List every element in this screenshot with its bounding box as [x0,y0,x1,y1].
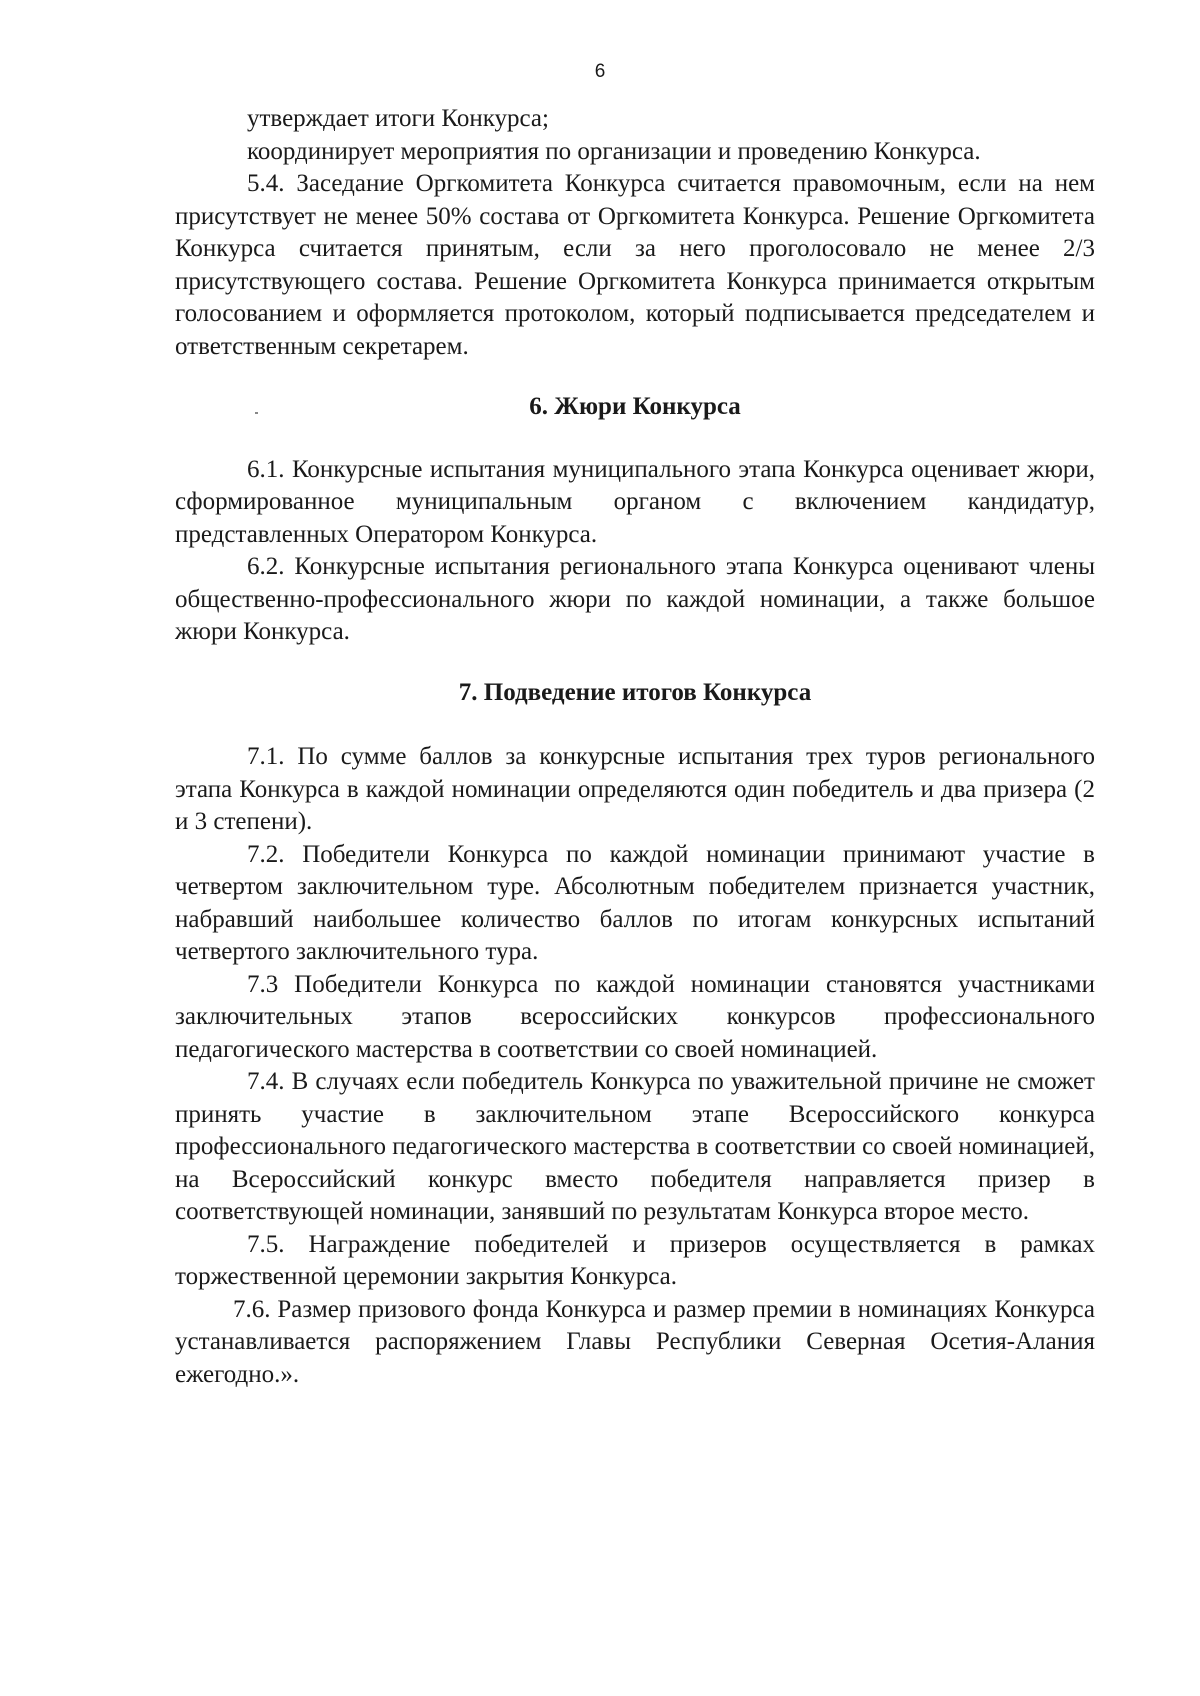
paragraph-coordinates-events: координирует мероприятия по организации и проведению Конкурса. [247,137,981,165]
paragraph-7-5: 7.5. Награждение победителей и призеров осуществляется в рамках торжественной церемонии закрытия Конкурса. [175,1230,1095,1290]
section-heading-7: 7. Подведение итогов Конкурса [458,678,812,706]
paragraph-6-1: 6.1. Конкурсные испытания муниципального этапа Конкурса оценивает жюри, сформированное муниципальным органом с включением кандидатур, представленных Оператором Конкурса. [175,455,1095,548]
paragraph-6-2: 6.2. Конкурсные испытания регионального этапа Конкурса оценивают члены общественно-профессионального жюри по каждой номинации, а также большое жюри Конкурса. [175,553,1095,645]
paragraph-7-4: 7.4. В случаях если победитель Конкурса по уважительной причине не сможет принять участие в заключительном этапе Всероссийского конкурса профессионального педагогического мастерства в соответствии со своей номинацией, на Всероссийский конкурс вместо победителя направляется призер в соответствующей номинации, занявший по результатам Конкурса второе место. [175,1068,1095,1225]
page-number: 6 [594,61,606,82]
paragraph-7-1: 7.1. По сумме баллов за конкурсные испытания трех туров регионального этапа Конкурса в каждой номинации определяются один победитель и два призера (2 и 3 степени). [175,743,1095,835]
document-body [175,103,1095,1391]
paragraph-approves-results: утверждает итоги Конкурса; [247,105,549,132]
section-heading-6: 6. Жюри Конкурса [529,393,741,420]
paragraph-5-4: 5.4. Заседание Оргкомитета Конкурса считается правомочным, если на нем присутствует не менее 50% состава от Оргкомитета Конкурса. Решение Оргкомитета Конкурса считается принятым, если за него проголосовало не менее 2/3 присутствующего состава. Решение Оргкомитета Конкурса принимается открытым голосованием и оформляется протоколом, который подписывается председателем и ответственным секретарем. [175,170,1095,360]
paragraph-7-6: 7.6. Размер призового фонда Конкурса и размер премии в номинациях Конкурса устанавливается распоряжением Главы Республики Северная Осетия-Алания ежегодно.». [175,1295,1095,1388]
paragraph-7-2: 7.2. Победители Конкурса по каждой номинации принимают участие в четвертом заключительном туре. Абсолютным победителем признается участник, набравший наибольшее количество баллов по итогам конкурсных испытаний четвертого заключительного тура. [175,840,1095,965]
paragraph-7-3: 7.3 Победители Конкурса по каждой номинации становятся участниками заключительных этапов всероссийских конкурсов профессионального педагогического мастерства в соответствии со своей номинацией. [175,970,1095,1063]
